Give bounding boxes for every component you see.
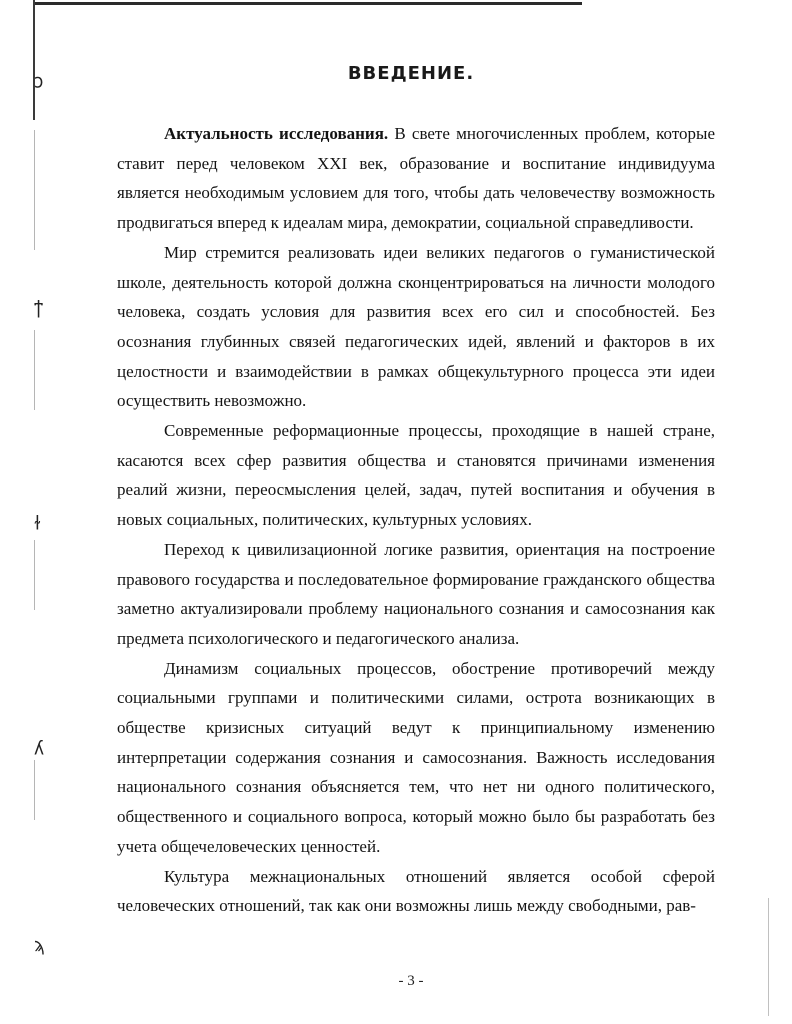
- paragraph-relevance: [117, 119, 715, 238]
- paragraph-text: В свете многочисленных проблем, которые ставит перед человеком XXI век, образование и воспитание индивидуума является необходимым условием для того, чтобы дать человечеству возможность продвигаться вперед к идеалам мира, демократии, социальной справедливости.: [117, 124, 715, 233]
- document-body: [117, 119, 715, 921]
- paragraph: Современные реформационные процессы, проходящие в нашей стране, касаются всех сфер развития общества и становятся причинами изменения реалий жизни, переосмысления целей, задач, путей воспитания и обучения в новых социальных, политических, культурных условиях.: [117, 421, 715, 530]
- page-number: - 3 -: [398, 973, 424, 989]
- paragraph: Динамизм социальных процессов, обострение противоречий между социальными группами и политическими силами, острота возникающих в обществе кризисных ситуаций ведут к принципиальному изменению интерпретации содержания сознания и самосознания. Важность исследования национального сознания объясняется тем, что нет ни одного политического, общественного и социального вопроса, который можно было бы разработать без учета общечеловеческих ценностей.: [117, 658, 715, 856]
- page-title: ВВЕДЕНИЕ.: [347, 63, 475, 84]
- scan-right-faint-line: [768, 898, 769, 1016]
- margin-mark: ↄ: [34, 70, 44, 93]
- paragraph-lead: Актуальность исследования.: [164, 124, 389, 143]
- scan-top-rule: [35, 2, 582, 5]
- paragraph: Культура межнациональных отношений является особой сферой человеческих отношений, так как они возможны лишь между свободными, рав-: [117, 866, 715, 916]
- margin-mark: ϡ: [34, 934, 45, 957]
- scan-left-faint-line: [34, 540, 35, 610]
- margin-mark: ϯ: [34, 296, 44, 319]
- margin-mark: ʎ: [34, 737, 45, 760]
- scan-left-edge: [33, 0, 35, 120]
- scan-left-faint-line: [34, 130, 35, 250]
- paragraph: Переход к цивилизационной логике развития, ориентация на построение правового государства и последовательное формирование гражданского общества заметно актуализировали проблему национального сознания и самосознания как предмета психологического и педагогического анализа.: [117, 539, 715, 648]
- margin-mark: ɫ: [34, 512, 41, 535]
- scan-left-faint-line: [34, 330, 35, 410]
- scan-left-faint-line: [34, 760, 35, 820]
- paragraph: Мир стремится реализовать идеи великих педагогов о гуманистической школе, деятельность которой должна сконцентрироваться на личности молодого человека, создать условия для развития всех его сил и способностей. Без осознания глубинных связей педагогических идей, явлений и факторов в их целостности и взаимодействии в рамках общекультурного процесса эти идеи осуществить невозможно.: [117, 242, 715, 411]
